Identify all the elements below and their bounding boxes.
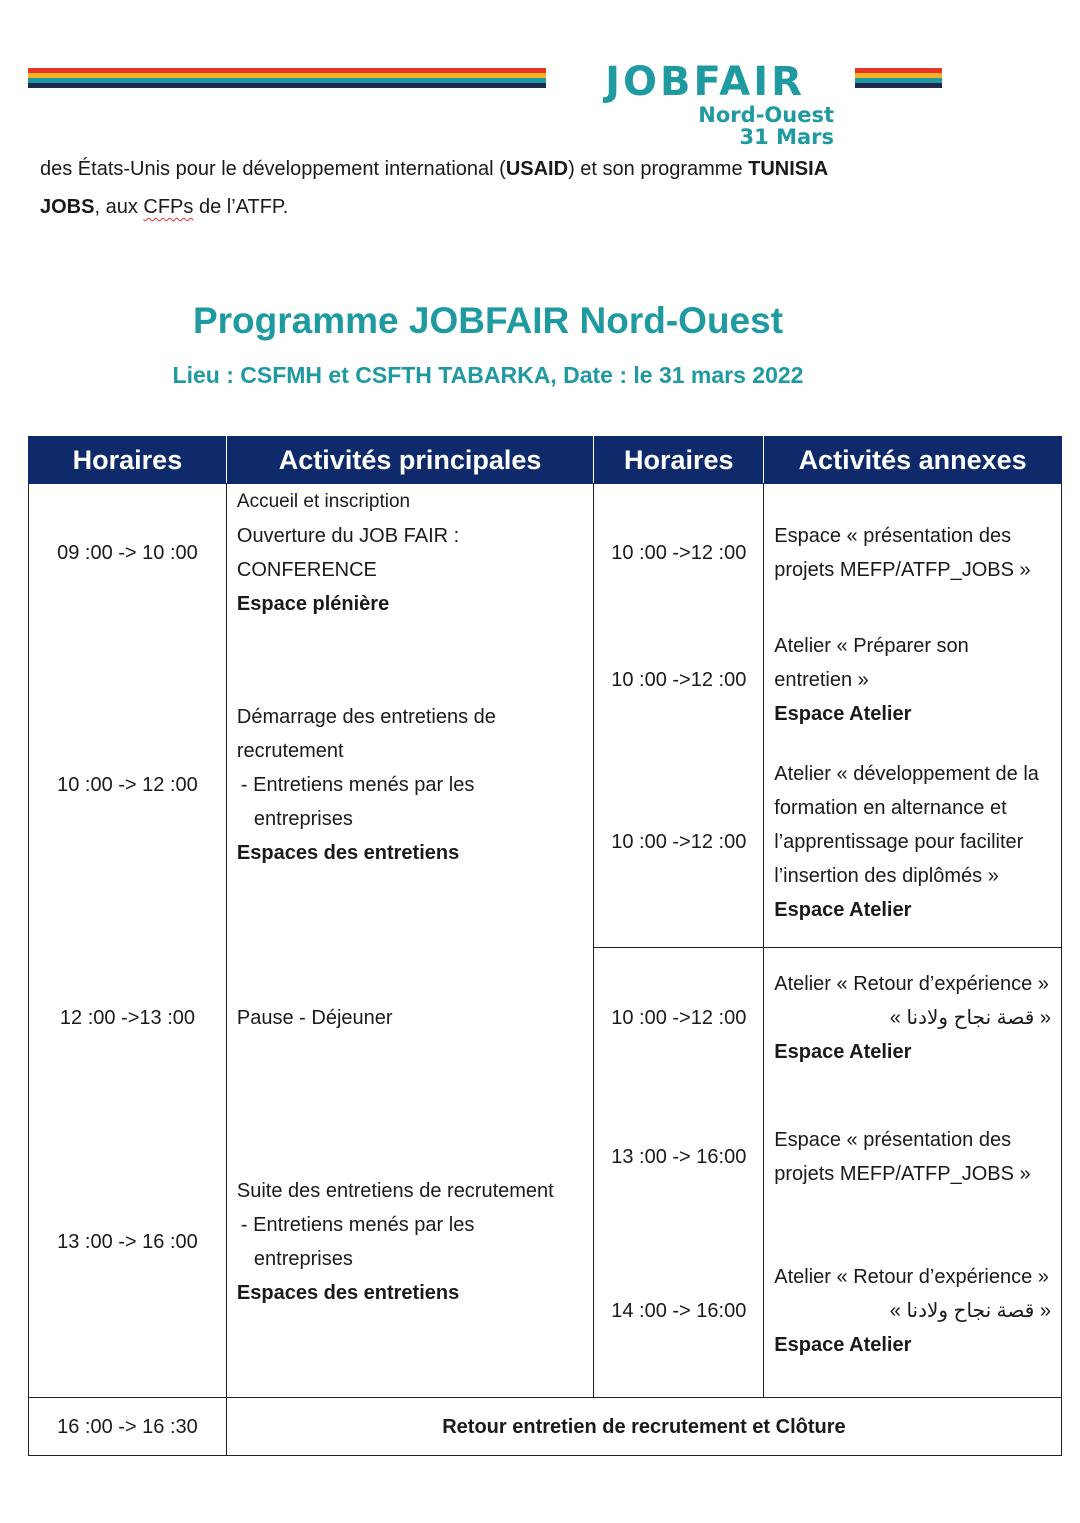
side-text: Atelier « Préparer son entretien »	[774, 635, 969, 691]
side-activity: Espace « présentation des projets MEFP/ATFP_JOBS »	[764, 1088, 1062, 1226]
row-time: 16 :00 -> 16 :30	[29, 1398, 227, 1456]
cfps-spellcheck: CFPs	[143, 196, 194, 218]
side-place: Espace Atelier	[774, 703, 912, 725]
table-row	[29, 484, 1062, 623]
row-time: 12 :00 ->13 :00	[29, 948, 227, 1088]
row-main-activity	[226, 484, 593, 623]
main-place: Espaces des entretiens	[236, 1282, 460, 1305]
intro-text: de l’ATFP.	[193, 196, 289, 218]
header-stripes-left	[28, 68, 546, 88]
header-stripes-right	[855, 68, 942, 88]
logo-subtitle: Nord-Ouest	[698, 103, 834, 127]
row-time: 10 :00 -> 12 :00	[29, 623, 227, 948]
side-time: 13 :00 -> 16:00	[594, 1088, 764, 1226]
side-arabic-text: « قصة نجاح ولادنا »	[889, 1006, 1051, 1029]
header-activites-principales: Activités principales	[226, 437, 593, 484]
jobfair-logo	[560, 60, 850, 148]
side-time: 10 :00 ->12 :00	[594, 738, 764, 948]
main-place: Espaces des entretiens	[236, 842, 460, 864]
row-time: 09 :00 -> 10 :00	[29, 484, 227, 623]
main-place: Espace plénière	[236, 593, 390, 616]
side-activity	[764, 1226, 1062, 1398]
row-main-activity	[226, 1088, 593, 1398]
row-main-activity: Pause - Déjeuner	[226, 948, 593, 1088]
side-arabic-text: « قصة نجاح ولادنا »	[889, 1300, 1051, 1323]
main-bullet: - Entretiens menés par les	[240, 774, 475, 796]
closing-activity: Retour entretien de recrutement et Clôture	[226, 1398, 1061, 1456]
main-bullet-cont: entreprises	[253, 1248, 353, 1271]
table-row	[29, 948, 1062, 1088]
side-place: Espace Atelier	[774, 899, 912, 922]
usaid-bold: USAID	[505, 158, 569, 180]
table-row	[29, 623, 1062, 738]
side-time: 10 :00 ->12 :00	[594, 948, 764, 1088]
table-header-row	[29, 437, 1062, 484]
side-place: Espace Atelier	[774, 1040, 912, 1063]
side-time: 10 :00 ->12 :00	[594, 484, 764, 623]
row-time: 13 :00 -> 16 :00	[29, 1088, 227, 1398]
main-bullet: - Entretiens menés par les	[240, 1214, 475, 1237]
intro-text: ) et son programme	[568, 158, 749, 180]
side-time: 14 :00 -> 16:00	[594, 1226, 764, 1398]
main-text: Suite des entretiens de recrutement	[236, 1180, 554, 1203]
jobs-bold: JOBS	[40, 196, 95, 218]
side-text: Atelier « Retour d’expérience »	[774, 1266, 1049, 1289]
intro-text: , aux	[94, 196, 144, 218]
programme-title: Programme JOBFAIR Nord-Ouest	[192, 300, 784, 341]
side-activity	[764, 738, 1062, 948]
logo-title: JOBFAIR	[605, 59, 805, 105]
logo-date: 31 Mars	[739, 125, 834, 149]
table-row	[29, 1088, 1062, 1226]
side-activity	[764, 948, 1062, 1088]
side-activity	[764, 623, 1062, 738]
main-line: Accueil et inscription	[236, 491, 411, 513]
table-row	[29, 1398, 1062, 1456]
tunisia-bold: TUNISIA	[748, 158, 829, 180]
programme-subtitle: Lieu : CSFMH et CSFTH TABARKA, Date : le 31 mars 2022	[172, 362, 804, 388]
main-text: Démarrage des entretiens de recrutement	[236, 706, 496, 762]
header-horaires: Horaires	[29, 437, 227, 484]
row-main-activity	[226, 623, 593, 948]
programme-table	[28, 436, 1062, 1456]
side-activity: Espace « présentation des projets MEFP/ATFP_JOBS »	[764, 484, 1062, 623]
header-activites-annexes: Activités annexes	[764, 437, 1062, 484]
side-time: 10 :00 ->12 :00	[594, 623, 764, 738]
main-bullet-cont: entreprises	[253, 808, 353, 830]
main-line: Ouverture du JOB FAIR :	[236, 525, 460, 548]
side-text: Atelier « développement de la formation en alternance et l’apprentissage pour faciliter l’insertion des diplômés »	[774, 763, 1039, 888]
header-horaires-annexes: Horaires	[594, 437, 764, 484]
intro-paragraph	[40, 150, 940, 226]
intro-text: des États-Unis pour le développement international (	[40, 158, 506, 180]
main-line: CONFERENCE	[236, 559, 377, 582]
side-place: Espace Atelier	[774, 1334, 912, 1357]
side-text: Atelier « Retour d’expérience »	[774, 972, 1049, 995]
